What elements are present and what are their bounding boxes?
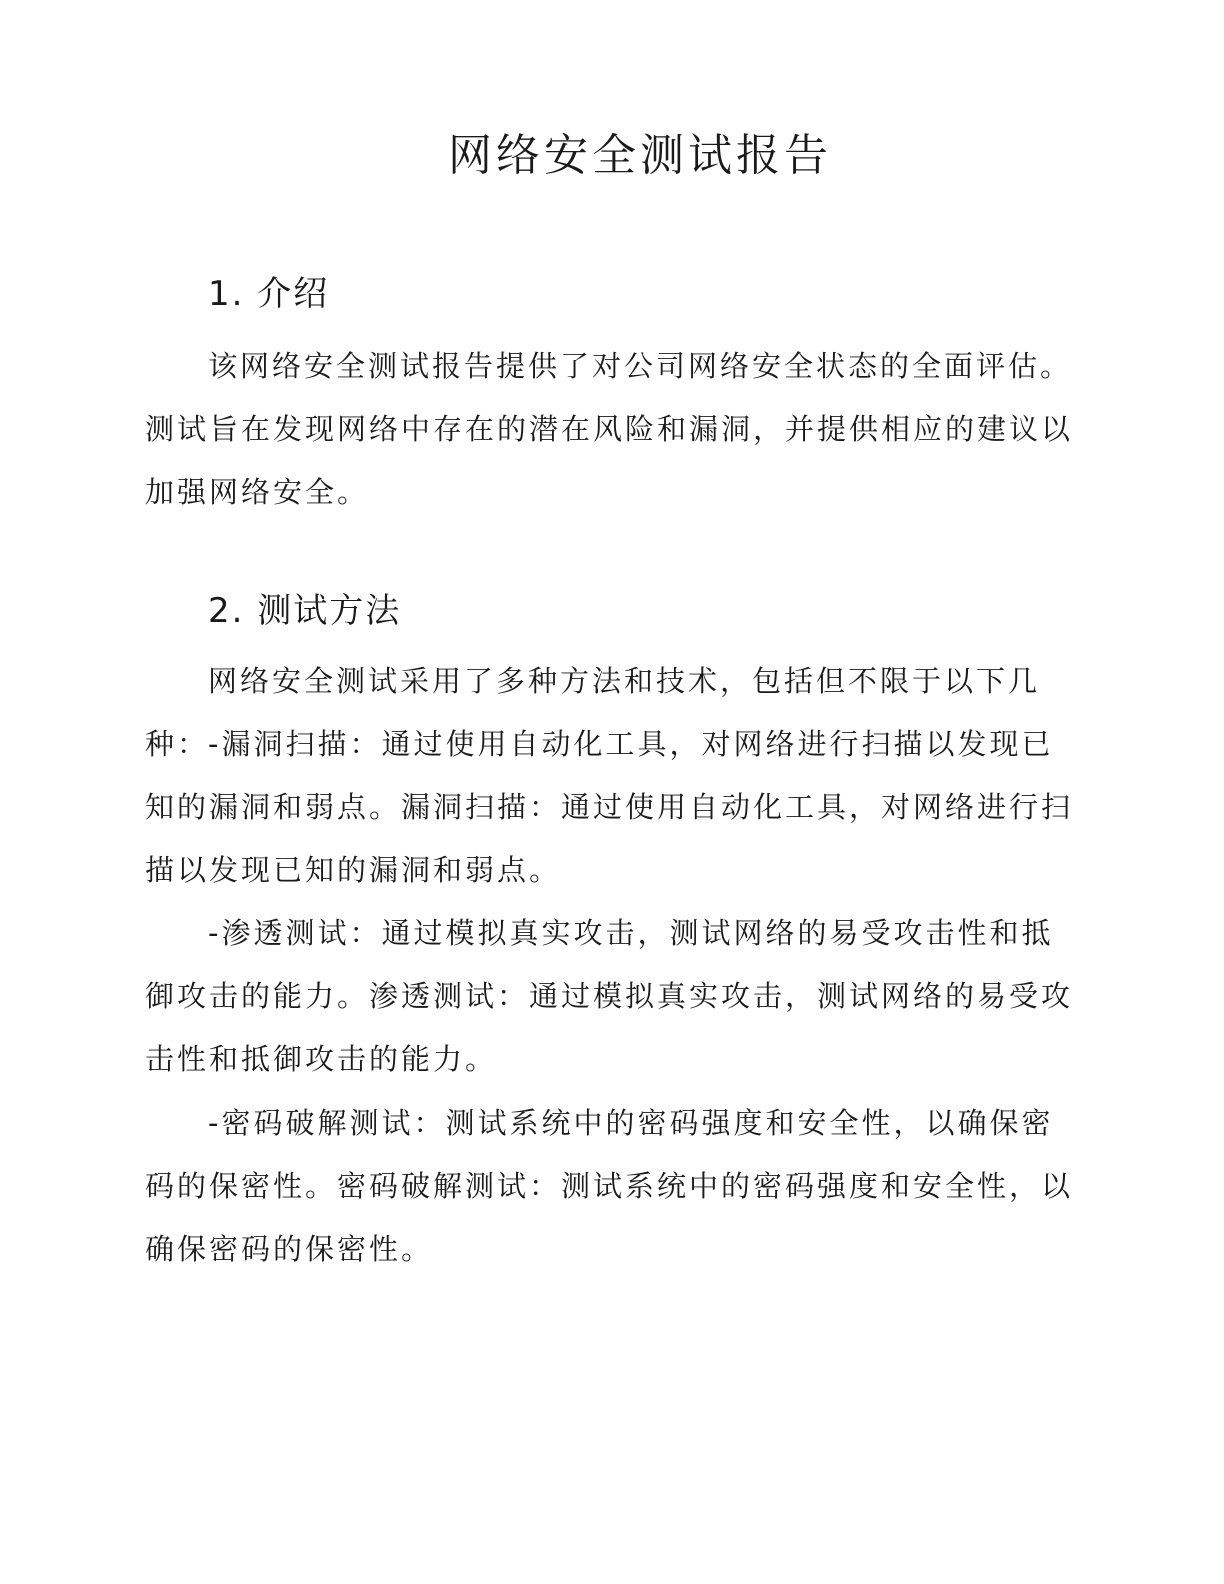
methods-intro-paragraph: 网络安全测试采用了多种方法和技术，包括但不限于以下几种：: [145, 664, 1041, 761]
method-item-vulnerability-scan: -漏洞扫描：通过使用自动化工具，对网络进行扫描以发现已知的漏洞和弱点。漏洞扫描：通过使用自动化工具，对网络进行扫描以发现已知的漏洞和弱点。: [145, 727, 1074, 887]
section-heading-methods: 2. 测试方法: [208, 591, 402, 631]
section-heading-intro: 1. 介绍: [208, 274, 330, 314]
intro-paragraph: 该网络安全测试报告提供了对公司网络安全状态的全面评估。测试旨在发现网络中存在的潜在风险和漏洞，并提供相应的建议以加强网络安全。: [145, 349, 1074, 509]
method-item-password-cracking: -密码破解测试：测试系统中的密码强度和安全性，以确保密码的保密性。密码破解测试：测试系统中的密码强度和安全性，以确保密码的保密性。: [145, 1106, 1074, 1266]
method-item-penetration-test: -渗透测试：通过模拟真实攻击，测试网络的易受攻击性和抵御攻击的能力。渗透测试：通过模拟真实攻击，测试网络的易受攻击性和抵御攻击的能力。: [145, 916, 1074, 1076]
document-title: 网络安全测试报告: [448, 130, 832, 181]
